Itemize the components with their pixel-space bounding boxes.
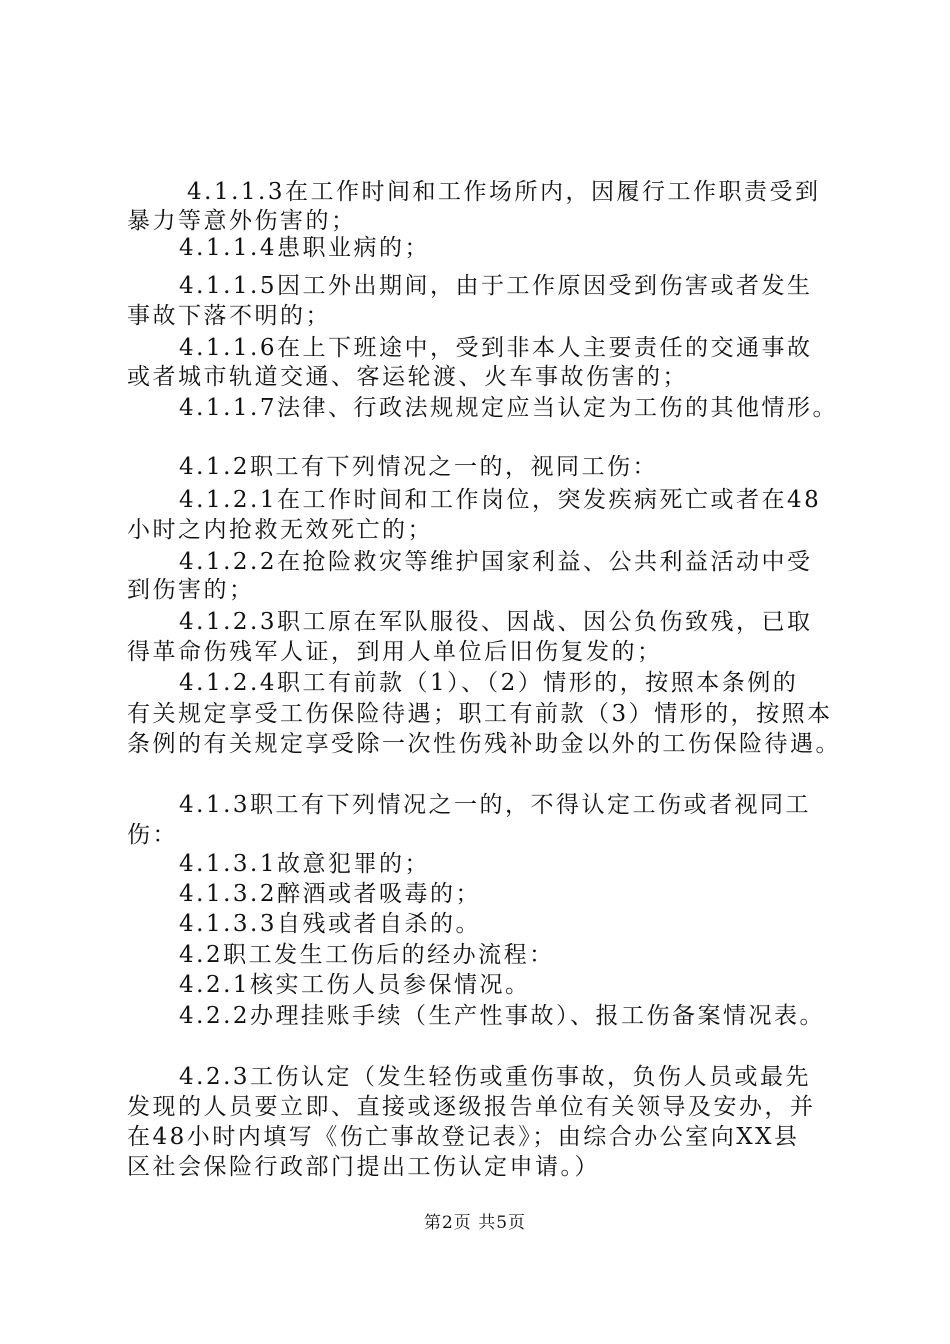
text-line: 4.1.2职工有下列情况之一的，视同工伤：	[179, 454, 659, 480]
text-line: 条例的有关规定享受除一次性伤残补助金以外的工伤保险待遇。	[127, 731, 841, 757]
text-line: 或者城市轨道交通、客运轮渡、火车事故伤害的；	[127, 364, 688, 390]
text-line: 4.1.1.7法律、行政法规规定应当认定为工伤的其他情形。	[179, 395, 838, 421]
text-line: 区社会保险行政部门提出工伤认定申请。）	[127, 1154, 600, 1180]
text-line: 事故下落不明的；	[127, 303, 331, 329]
text-line: 4.1.3.3自残或者自杀的。	[179, 911, 481, 937]
text-line: 4.2.2办理挂账手续（生产性事故）、报工伤备案情况表。	[179, 1003, 826, 1029]
text-line: 4.1.3职工有下列情况之一的，不得认定工伤或者视同工	[179, 792, 812, 818]
text-line: 小时之内抢救无效死亡的；	[127, 517, 433, 543]
text-line: 暴力等意外伤害的；	[127, 208, 357, 234]
text-line: 4.1.2.3职工原在军队服役、因战、因公负伤致残，已取	[179, 609, 813, 635]
text-line: 4.1.1.3在工作时间和工作场所内，因履行工作职责受到	[187, 179, 821, 205]
text-line: 在48小时内填写《伤亡事故登记表》；由综合办公室向XX县	[127, 1124, 800, 1150]
text-line: 4.1.3.2醉酒或者吸毒的；	[179, 881, 481, 907]
text-line: 4.2职工发生工伤后的经办流程：	[179, 942, 555, 968]
page-footer: 第2页 共5页	[423, 1213, 527, 1233]
text-line: 4.2.3工伤认定（发生轻伤或重伤事故，负伤人员或最先	[179, 1064, 812, 1090]
text-line: 发现的人员要立即、直接或逐级报告单位有关领导及安办，并	[127, 1094, 816, 1120]
text-line: 伤：	[127, 822, 178, 848]
text-line: 到伤害的；	[127, 577, 255, 603]
text-line: 有关规定享受工伤保险待遇；职工有前款（3）情形的，按照本	[127, 701, 833, 727]
text-line: 4.1.1.6在上下班途中，受到非本人主要责任的交通事故	[179, 335, 813, 361]
text-line: 4.1.1.5因工外出期间，由于工作原因受到伤害或者发生	[179, 273, 813, 299]
text-line: 4.2.1核实工伤人员参保情况。	[179, 972, 531, 998]
text-line: 4.1.2.2在抢险救灾等维护国家利益、公共利益活动中受	[179, 549, 813, 575]
text-line: 4.1.1.4患职业病的；	[179, 235, 430, 261]
text-line: 4.1.3.1故意犯罪的；	[179, 851, 430, 877]
text-line: 得革命伤残军人证，到用人单位后旧伤复发的；	[127, 639, 663, 665]
text-line: 4.1.2.4职工有前款（1）、（2）情形的，按照本条例的	[179, 670, 799, 696]
text-line: 4.1.2.1在工作时间和工作岗位，突发疾病死亡或者在48	[179, 487, 822, 513]
